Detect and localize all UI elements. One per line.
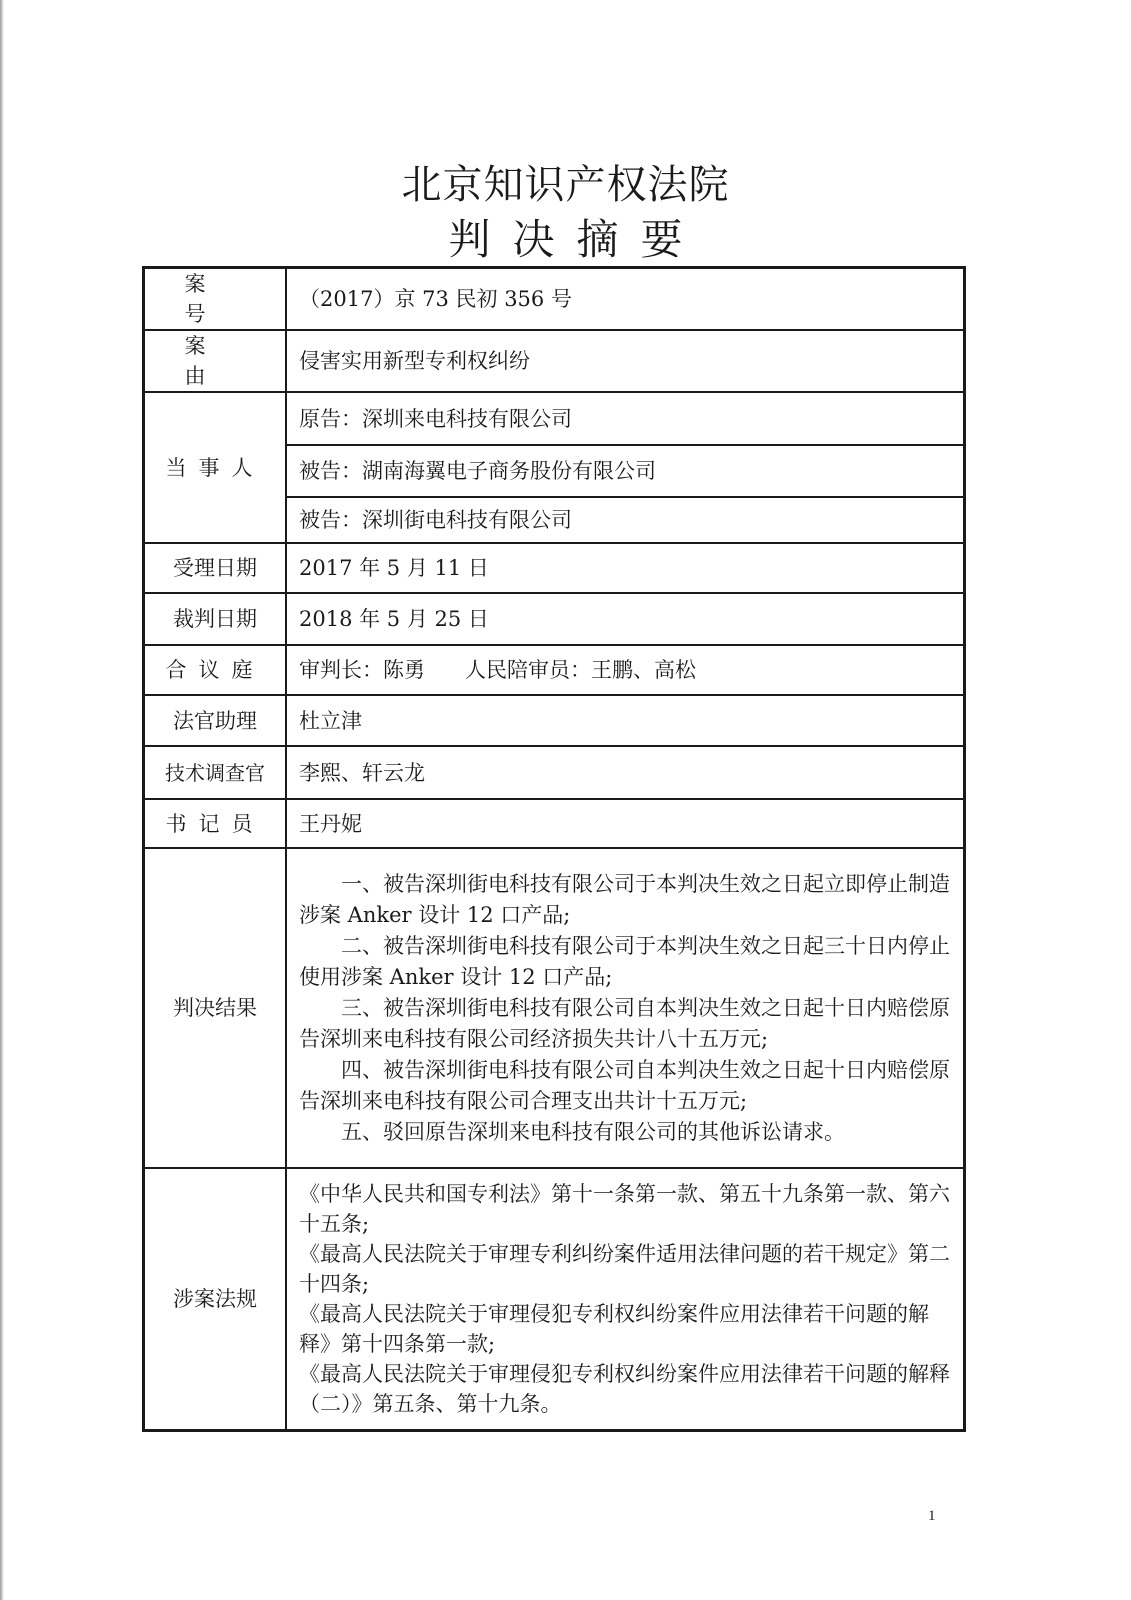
value-judge-date: 2018 年 5 月 25 日 — [286, 593, 965, 645]
party-plaintiff: 原告：深圳来电科技有限公司 — [286, 392, 965, 445]
party-defendant-1: 被告：湖南海翼电子商务股份有限公司 — [286, 445, 965, 497]
row-clerk — [144, 799, 965, 848]
label-accept-date: 受理日期 — [144, 543, 287, 593]
label-case-no: 案号 — [144, 268, 287, 331]
label-result: 判决结果 — [144, 848, 287, 1168]
row-laws — [144, 1168, 965, 1430]
row-tech-officer — [144, 746, 965, 799]
label-cause: 案由 — [144, 330, 287, 392]
label-judge-date: 裁判日期 — [144, 593, 287, 645]
summary-table — [142, 266, 966, 1432]
result-item: 一、被告深圳街电科技有限公司于本判决生效之日起立即停止制造涉案 Anker 设计 12 口产品; — [299, 871, 950, 927]
row-panel — [144, 645, 965, 695]
label-laws: 涉案法规 — [144, 1168, 287, 1430]
law-item: 《中华人民共和国专利法》第十一条第一款、第五十九条第一款、第六十五条; — [299, 1181, 950, 1236]
label-parties: 当事人 — [144, 392, 287, 543]
row-cause — [144, 330, 965, 392]
row-judge-date — [144, 593, 965, 645]
row-assistant — [144, 695, 965, 746]
court-name: 北京知识产权法院 — [401, 162, 730, 208]
value-cause: 侵害实用新型专利权纠纷 — [286, 330, 965, 392]
label-panel: 合议庭 — [144, 645, 287, 695]
result-item: 三、被告深圳街电科技有限公司自本判决生效之日起十日内赔偿原告深圳来电科技有限公司经济损失共计八十五万元; — [299, 995, 950, 1051]
result-item: 四、被告深圳街电科技有限公司自本判决生效之日起十日内赔偿原告深圳来电科技有限公司合理支出共计十五万元; — [299, 1057, 950, 1113]
label-assistant: 法官助理 — [144, 695, 287, 746]
law-item: 《最高人民法院关于审理专利纠纷案件适用法律问题的若干规定》第二十四条; — [299, 1241, 950, 1296]
result-item: 五、驳回原告深圳来电科技有限公司的其他诉讼请求。 — [341, 1119, 845, 1144]
panel-presiding: 审判长：陈勇 — [299, 658, 425, 682]
law-item: 《最高人民法院关于审理侵犯专利权纠纷案件应用法律若干问题的解释（二）》第五条、第十九条。 — [299, 1361, 950, 1416]
value-accept-date: 2017 年 5 月 11 日 — [286, 543, 965, 593]
value-clerk: 王丹妮 — [286, 799, 965, 848]
result-item: 二、被告深圳街电科技有限公司于本判决生效之日起三十日内停止使用涉案 Anker 设计 12 口产品; — [299, 933, 950, 989]
value-case-no: （2017）京 73 民初 356 号 — [286, 268, 965, 331]
label-tech-officer: 技术调查官 — [144, 746, 287, 799]
value-panel — [286, 645, 965, 695]
row-case-no — [144, 268, 965, 331]
value-assistant: 杜立津 — [286, 695, 965, 746]
row-accept-date — [144, 543, 965, 593]
value-laws — [286, 1168, 965, 1430]
party-defendant-2: 被告：深圳街电科技有限公司 — [286, 497, 965, 543]
law-item: 《最高人民法院关于审理侵犯专利权纠纷案件应用法律若干问题的解释》第十四条第一款; — [299, 1301, 929, 1356]
row-party-1 — [144, 392, 965, 445]
label-clerk: 书记员 — [144, 799, 287, 848]
value-tech-officer: 李熙、轩云龙 — [286, 746, 965, 799]
value-result — [286, 848, 965, 1168]
row-result — [144, 848, 965, 1168]
panel-jurors: 人民陪审员：王鹏、高松 — [465, 658, 696, 682]
document-title: 判决摘要 — [448, 215, 705, 264]
page-number: 1 — [928, 1508, 936, 1524]
